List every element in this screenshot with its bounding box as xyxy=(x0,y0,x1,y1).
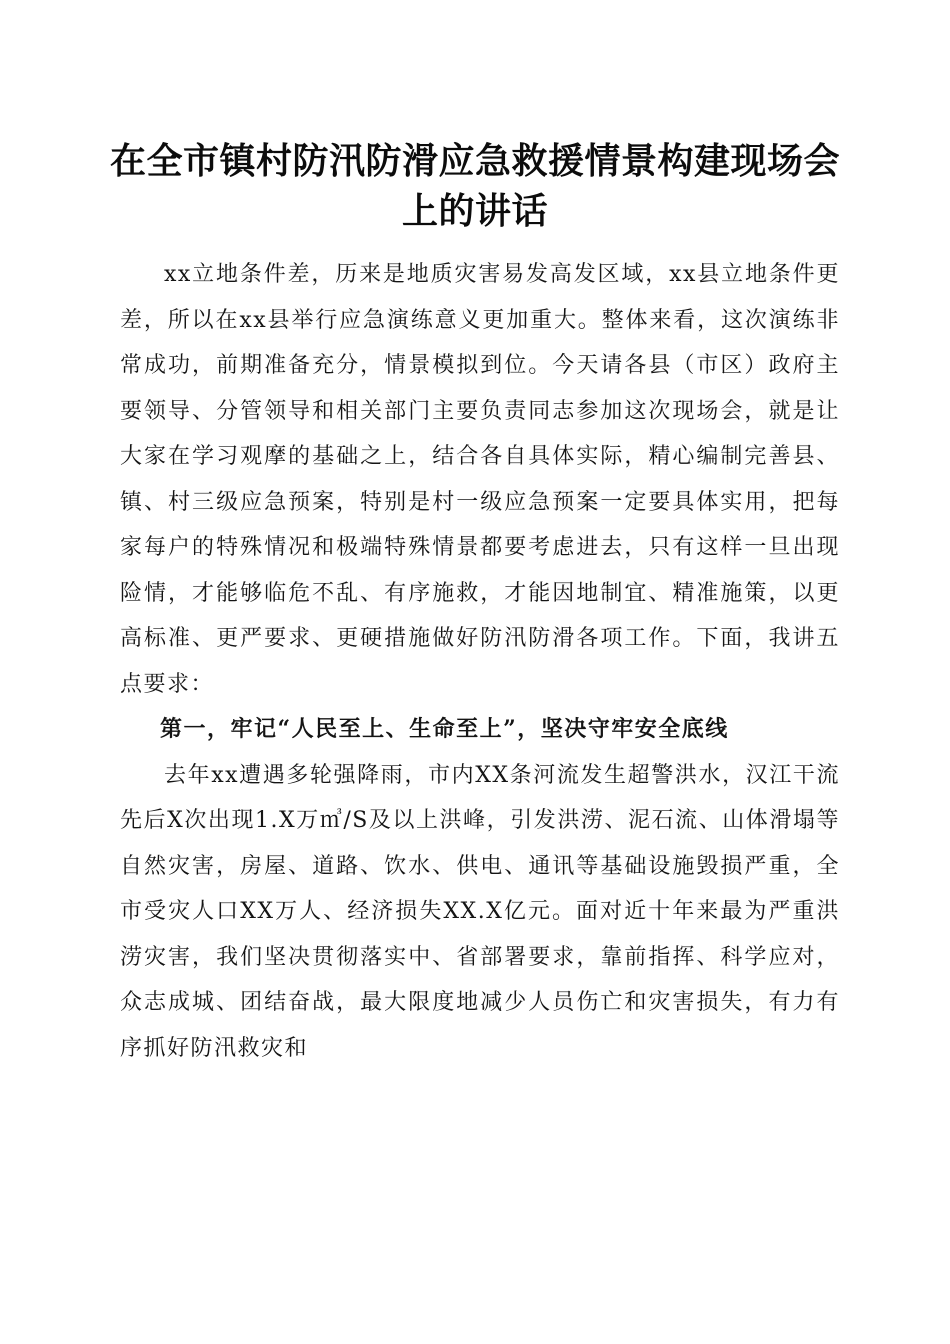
section-heading-1: 第一，牢记“人民至上、生命至上”，坚决守牢安全底线 xyxy=(160,716,729,742)
paragraph-section-1: 去年xx遭遇多轮强降雨，市内XX条河流发生超警洪水，汉江干流先后X次出现1.X万㎥/S及以上洪峰，引发洪涝、泥石流、山体滑塌等自然灾害，房屋、道路、饮水、供电、通讯等基础设施毁损严重，全市受灾人口XX万人、经济损失XX.X亿元。面对近十年来最为严重洪涝灾害，我们坚决贯彻落实中、省部署要求，靠前指挥、科学应对，众志成城、团结奋战，最大限度地减少人员伤亡和灾害损失，有力有序抓好防汛救灾和 xyxy=(120,762,840,1061)
title-line-2: 上的讲话 xyxy=(401,190,548,232)
title-line-1: 在全市镇村防汛防滑应急救援情景构建现场会 xyxy=(109,140,840,182)
document-body xyxy=(120,252,840,1071)
paragraph-intro: xx立地条件差，历来是地质灾害易发高发区域，xx县立地条件更差，所以在xx县举行应急演练意义更加重大。整体来看，这次演练非常成功，前期准备充分，情景模拟到位。今天请各县（市区）政府主要领导、分管领导和相关部门主要负责同志参加这次现场会，就是让大家在学习观摩的基础之上，结合各自具体实际，精心编制完善县、镇、村三级应急预案，特别是村一级应急预案一定要具体实用，把每家每户的特殊情况和极端特殊情景都要考虑进去，只有这样一旦出现险情，才能够临危不乱、有序施救，才能因地制宜、精准施策，以更高标准、更严要求、更硬措施做好防汛防滑各项工作。下面，我讲五点要求： xyxy=(120,262,840,697)
document-title xyxy=(100,136,850,236)
